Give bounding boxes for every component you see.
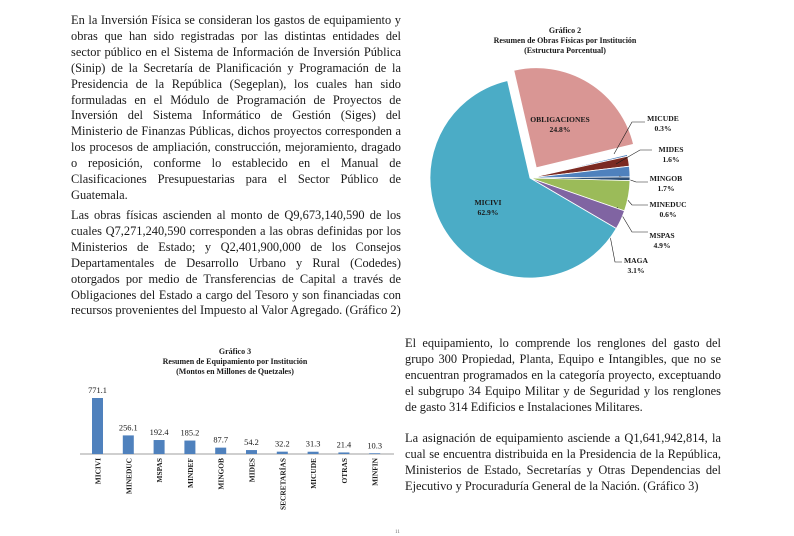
bar-category-label: MINFIN bbox=[370, 458, 380, 486]
pie-value-mingob: 1.7% bbox=[657, 184, 675, 193]
bar-value-label: 10.3 bbox=[367, 441, 383, 451]
bar-mindef bbox=[184, 441, 195, 454]
pie-value-obligaciones: 24.8% bbox=[549, 125, 571, 134]
pie-chart-title: Gráfico 2 bbox=[548, 26, 582, 35]
bar-category-label: SECRETARÍAS bbox=[278, 458, 288, 511]
bar-value-label: 192.4 bbox=[149, 428, 169, 438]
bar-category-label: MINGOB bbox=[216, 458, 226, 490]
bar-value-label: 87.7 bbox=[213, 435, 229, 445]
pie-label-maga: MAGA bbox=[623, 256, 649, 265]
bar-category-label: MICIVI bbox=[93, 458, 103, 485]
bar-value-label: 771.1 bbox=[88, 386, 107, 395]
paragraph-obras-fisicas: Las obras físicas ascienden al monto de Q9,673,140,590 de los cuales Q7,271,240,590 corresponden a las obras definidas por los Ministerios de Estado; y Q2,401,900,000 de los Consejos Departamentales de Desarrollo Urbano y Rural (Codedes) otorgados por medio de Transferencias de Capital a través de Obligaciones del Estado a cargo del Tesoro y son financiadas con recursos provenientes del Impuesto al Valor Agregado. (Gráfico 2) bbox=[71, 208, 401, 318]
pie-chart-subtitle: Resumen de Obras Físicas por Institución bbox=[493, 36, 637, 45]
bar-value-label: 256.1 bbox=[118, 423, 138, 433]
bar-category-label: MINEDUC bbox=[124, 458, 134, 495]
pie-chart-note: (Estructura Porcentual) bbox=[524, 46, 606, 55]
pie-value-mspas: 4.9% bbox=[653, 241, 671, 250]
pie-value-micude: 0.3% bbox=[654, 124, 672, 133]
bar-value-label: 32.2 bbox=[274, 439, 290, 449]
bar-chart-note: (Montos en Millones de Quetzales) bbox=[176, 367, 294, 376]
pie-label-mineduc: MINEDUC bbox=[649, 200, 687, 209]
bar-mides bbox=[246, 450, 257, 454]
pie-label-micude: MICUDE bbox=[647, 114, 679, 123]
pie-value-micivi: 62.9% bbox=[477, 208, 499, 217]
pie-label-mspas: MSPAS bbox=[649, 231, 675, 240]
pie-label-micivi: MICIVI bbox=[474, 198, 502, 207]
paragraph-asignacion-equipamiento: La asignación de equipamiento asciende a Q1,641,942,814, la cual se encuentra distribuida en la Presidencia de la República, Ministerios de Estado, Secretarías y Otras Dependencias del Ejecutivo y Procuraduría General de la Nación. (Gráfico 3) bbox=[405, 431, 721, 493]
bar-category-label: MSPAS bbox=[155, 458, 165, 483]
pie-label-mides: MIDES bbox=[658, 145, 684, 154]
bar-category-label: MIDES bbox=[247, 458, 257, 483]
paragraph-equipamiento: El equipamiento, lo comprende los renglones del gasto del grupo 300 Propiedad, Planta, Equipo e Intangibles, que no se encuentran programados en la categoría proyecto, exceptuando el subgrupo 34 Equipo Militar y de Seguridad y los renglones de gasto 314 Edificios e Instalaciones Militares. bbox=[405, 336, 721, 414]
pie-label-mingob: MINGOB bbox=[649, 174, 683, 183]
bar-value-label: 21.4 bbox=[336, 440, 352, 450]
bar-chart-title: Gráfico 3 bbox=[218, 347, 252, 356]
bar-value-label: 54.2 bbox=[244, 438, 259, 448]
pie-value-mides: 1.6% bbox=[662, 155, 680, 164]
pie-label-obligaciones: OBLIGACIONES bbox=[530, 115, 590, 124]
bar-mingob bbox=[215, 448, 226, 454]
bar-category-label: OTRAS bbox=[339, 458, 349, 484]
paragraph-inversion-fisica: En la Inversión Física se consideran los gastos de equipamiento y obras que han sido registradas por las distintas entidades del sector público en el Sistema de Información de Inversión Pública (Sinip) de la Secretaría de Planificación y Programación de la Presidencia de la República (Segeplan), los cuales han sido formuladas en el Módulo de Programación de Proyectos de Inversión del Sistema Informático de Gestión (Siges) del Ministerio de Finanzas Públicas, dichos proyectos corresponden a los procesos de ampliación, construcción, mejoramiento, dragado o reposición, conforme lo establecido en el Manual de Clasificaciones Presupuestarias para el Sector Público de Guatemala. bbox=[71, 13, 401, 202]
bar-micude bbox=[308, 452, 319, 454]
bar-category-label: MICUDE bbox=[309, 458, 319, 489]
pie-value-mineduc: 0.6% bbox=[659, 210, 677, 219]
bar-value-label: 31.3 bbox=[305, 439, 321, 449]
bar-secretarías bbox=[277, 452, 288, 454]
bar-mspas bbox=[154, 440, 165, 454]
page-number: 11 bbox=[395, 530, 400, 535]
bar-mineduc bbox=[123, 435, 134, 454]
pie-value-maga: 3.1% bbox=[627, 266, 645, 275]
bar-micivi bbox=[92, 398, 103, 454]
bar-chart-subtitle: Resumen de Equipamiento por Institución bbox=[162, 357, 308, 366]
bar-minfin bbox=[369, 453, 380, 454]
bar-category-label: MINDEF bbox=[185, 458, 195, 488]
bar-value-label: 185.2 bbox=[180, 428, 200, 438]
bar-otras bbox=[338, 452, 349, 454]
